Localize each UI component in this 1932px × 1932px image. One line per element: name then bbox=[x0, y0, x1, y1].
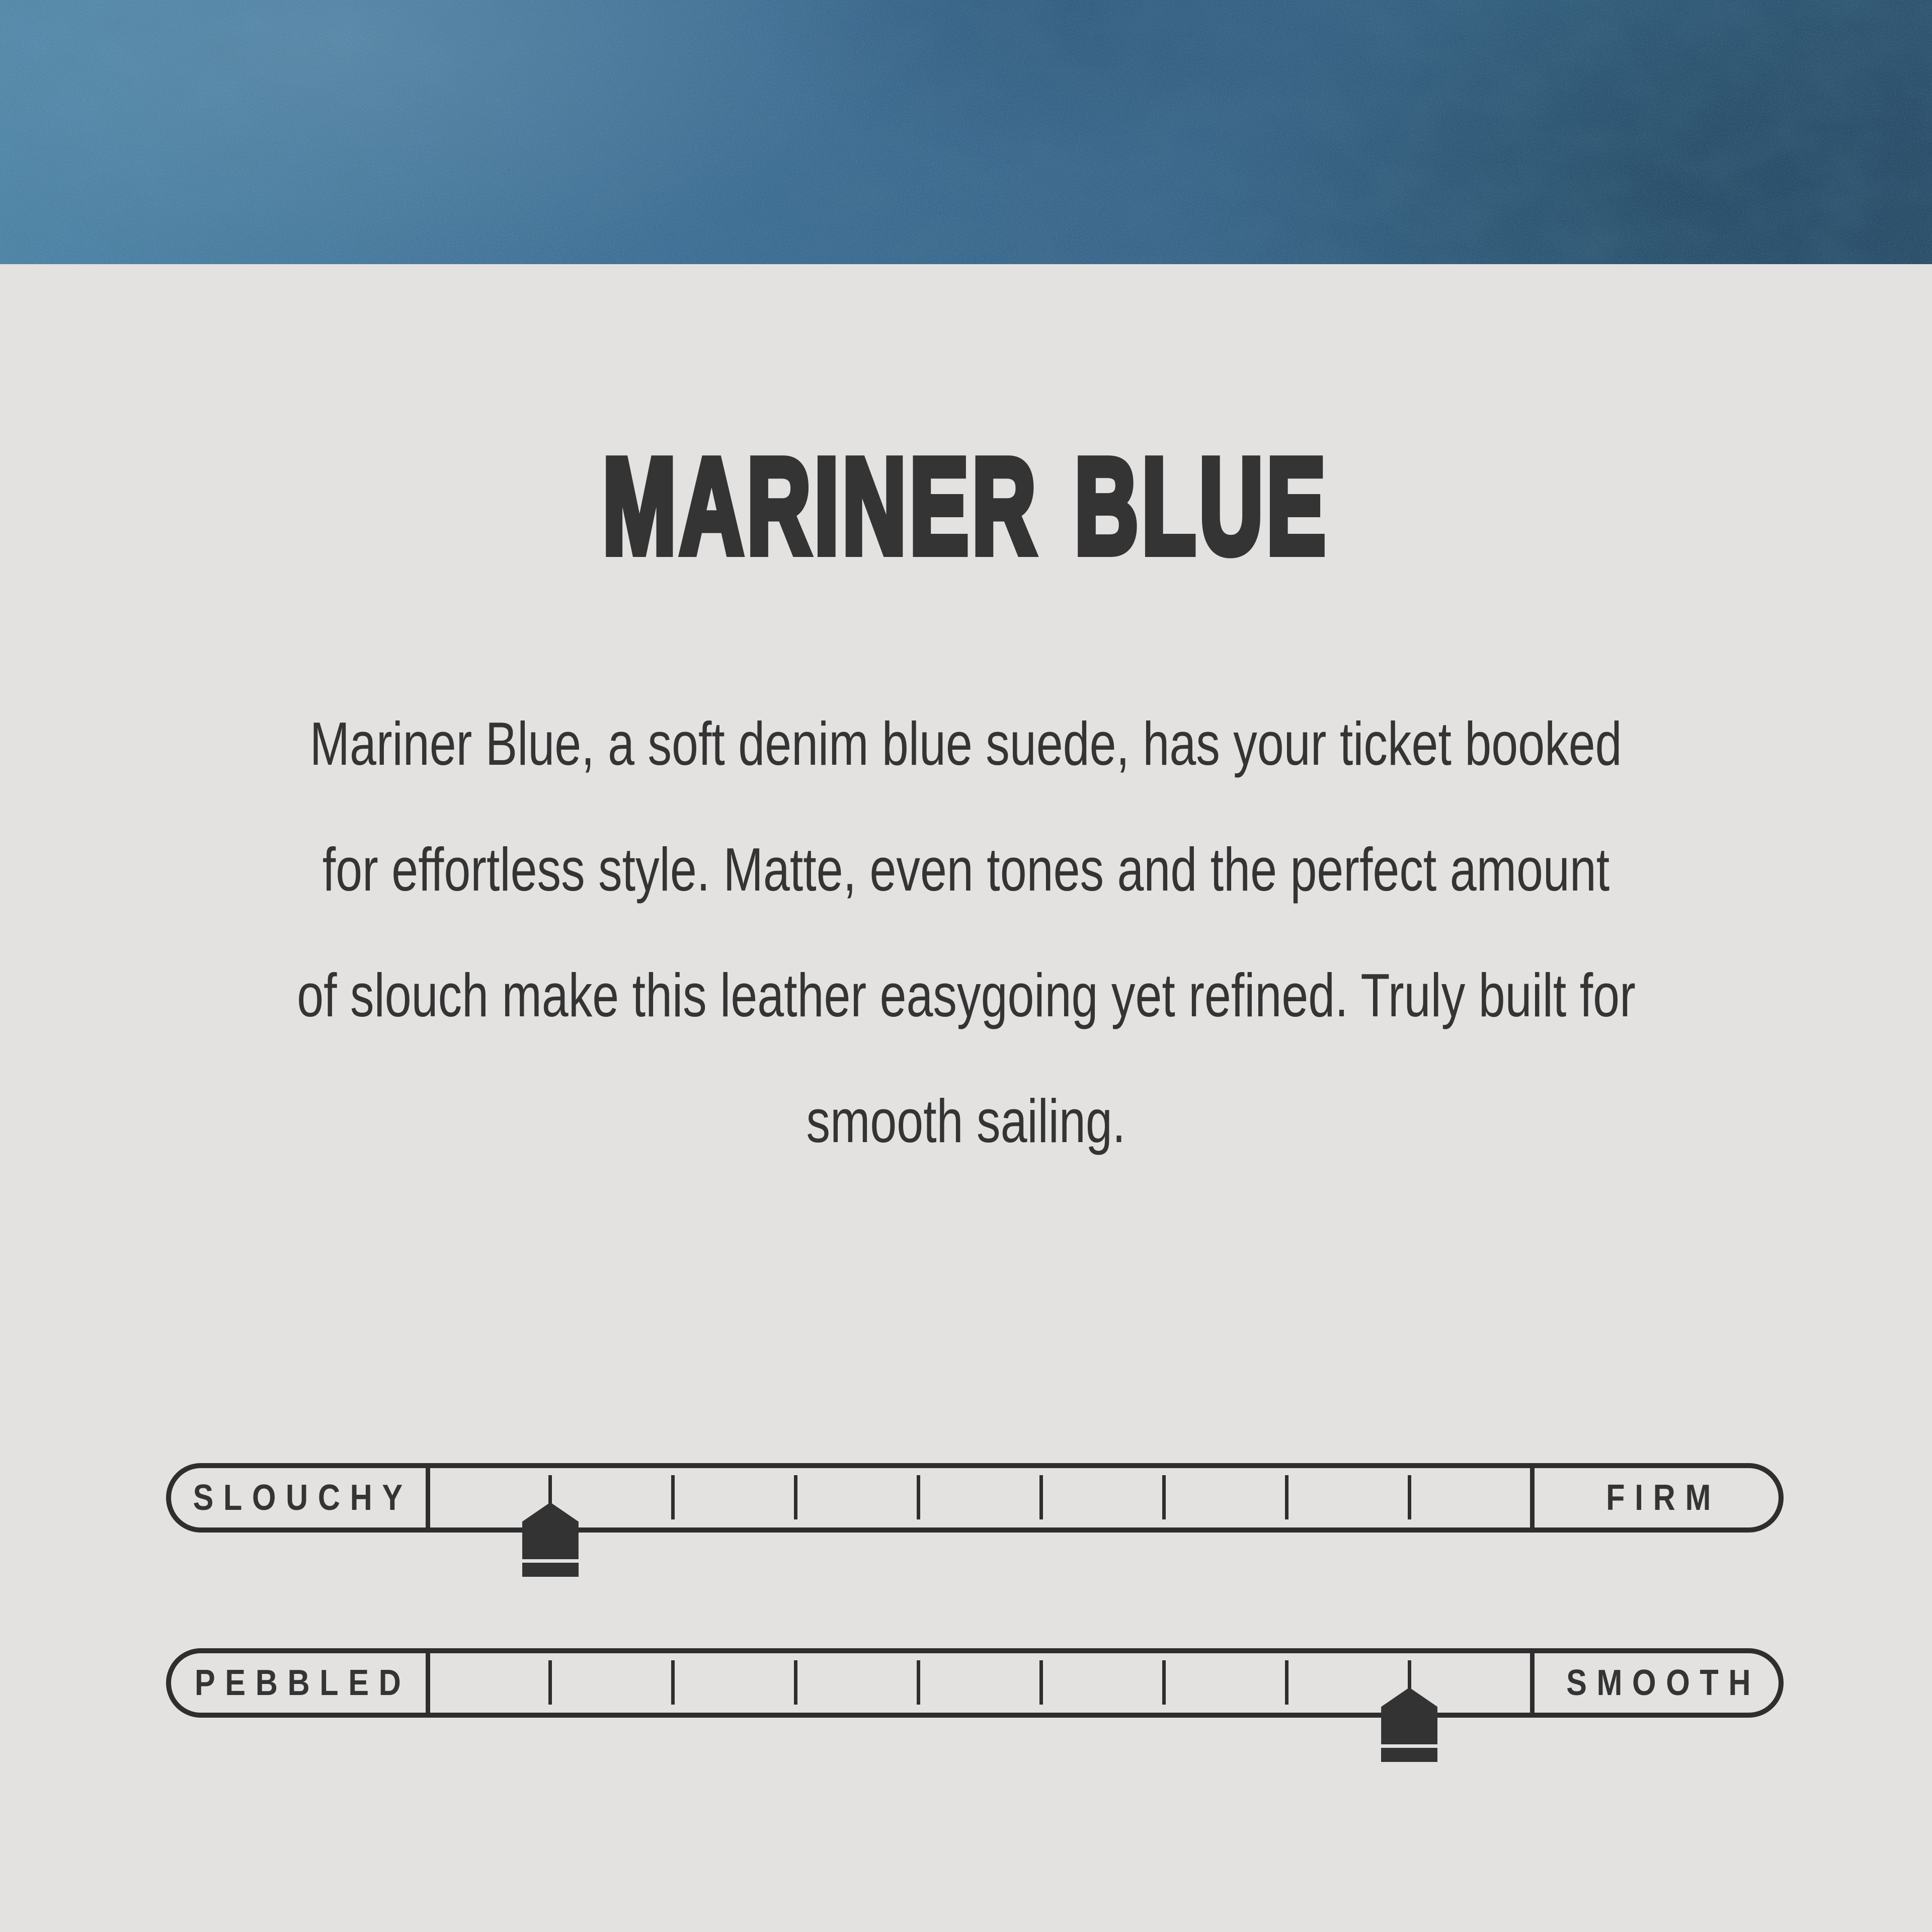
description-line: of slouch make this leather easygoing yet refined. Truly built for bbox=[296, 961, 1636, 1029]
tick-mark bbox=[917, 1475, 920, 1519]
tick-mark bbox=[1285, 1475, 1289, 1519]
page-title-text: MARINER BLUE bbox=[603, 431, 1329, 582]
marker-pointer-icon bbox=[1381, 1687, 1437, 1744]
pebbled-smooth-scale bbox=[166, 1648, 1784, 1718]
tick-mark bbox=[1408, 1475, 1411, 1519]
tick-mark bbox=[794, 1475, 797, 1519]
scale-label-slouchy: SLOUCHY bbox=[193, 1478, 413, 1518]
scale-marker bbox=[522, 1463, 579, 1578]
tick-mark bbox=[1162, 1660, 1166, 1705]
tick-mark bbox=[794, 1660, 797, 1705]
scale-marker bbox=[1381, 1648, 1437, 1763]
tick-mark bbox=[1039, 1475, 1043, 1519]
tick-mark bbox=[1039, 1660, 1043, 1705]
description-line: smooth sailing. bbox=[806, 1087, 1126, 1155]
tick-mark bbox=[917, 1660, 920, 1705]
description-line: for effortless style. Matte, even tones and the perfect amount bbox=[322, 835, 1610, 904]
product-description bbox=[101, 681, 1831, 1184]
scale-label-smooth: SMOOTH bbox=[1566, 1663, 1761, 1703]
description-line: Mariner Blue, a soft denim blue suede, has your ticket booked bbox=[310, 709, 1622, 778]
scale-label-pebbled: PEBBLED bbox=[194, 1663, 411, 1703]
tick-mark bbox=[671, 1475, 675, 1519]
scale-label-firm: FIRM bbox=[1606, 1478, 1721, 1518]
marker-pointer-icon bbox=[522, 1502, 579, 1559]
slouchy-firm-scale bbox=[166, 1463, 1784, 1533]
tick-mark bbox=[1285, 1660, 1289, 1705]
tick-mark bbox=[671, 1660, 675, 1705]
marker-base bbox=[1381, 1748, 1437, 1762]
tick-mark bbox=[1162, 1475, 1166, 1519]
marker-base bbox=[522, 1563, 579, 1577]
tick-mark bbox=[548, 1660, 552, 1705]
page-title bbox=[0, 431, 1932, 582]
leather-texture-image bbox=[0, 0, 1932, 264]
suede-mottle-texture bbox=[0, 0, 1932, 264]
